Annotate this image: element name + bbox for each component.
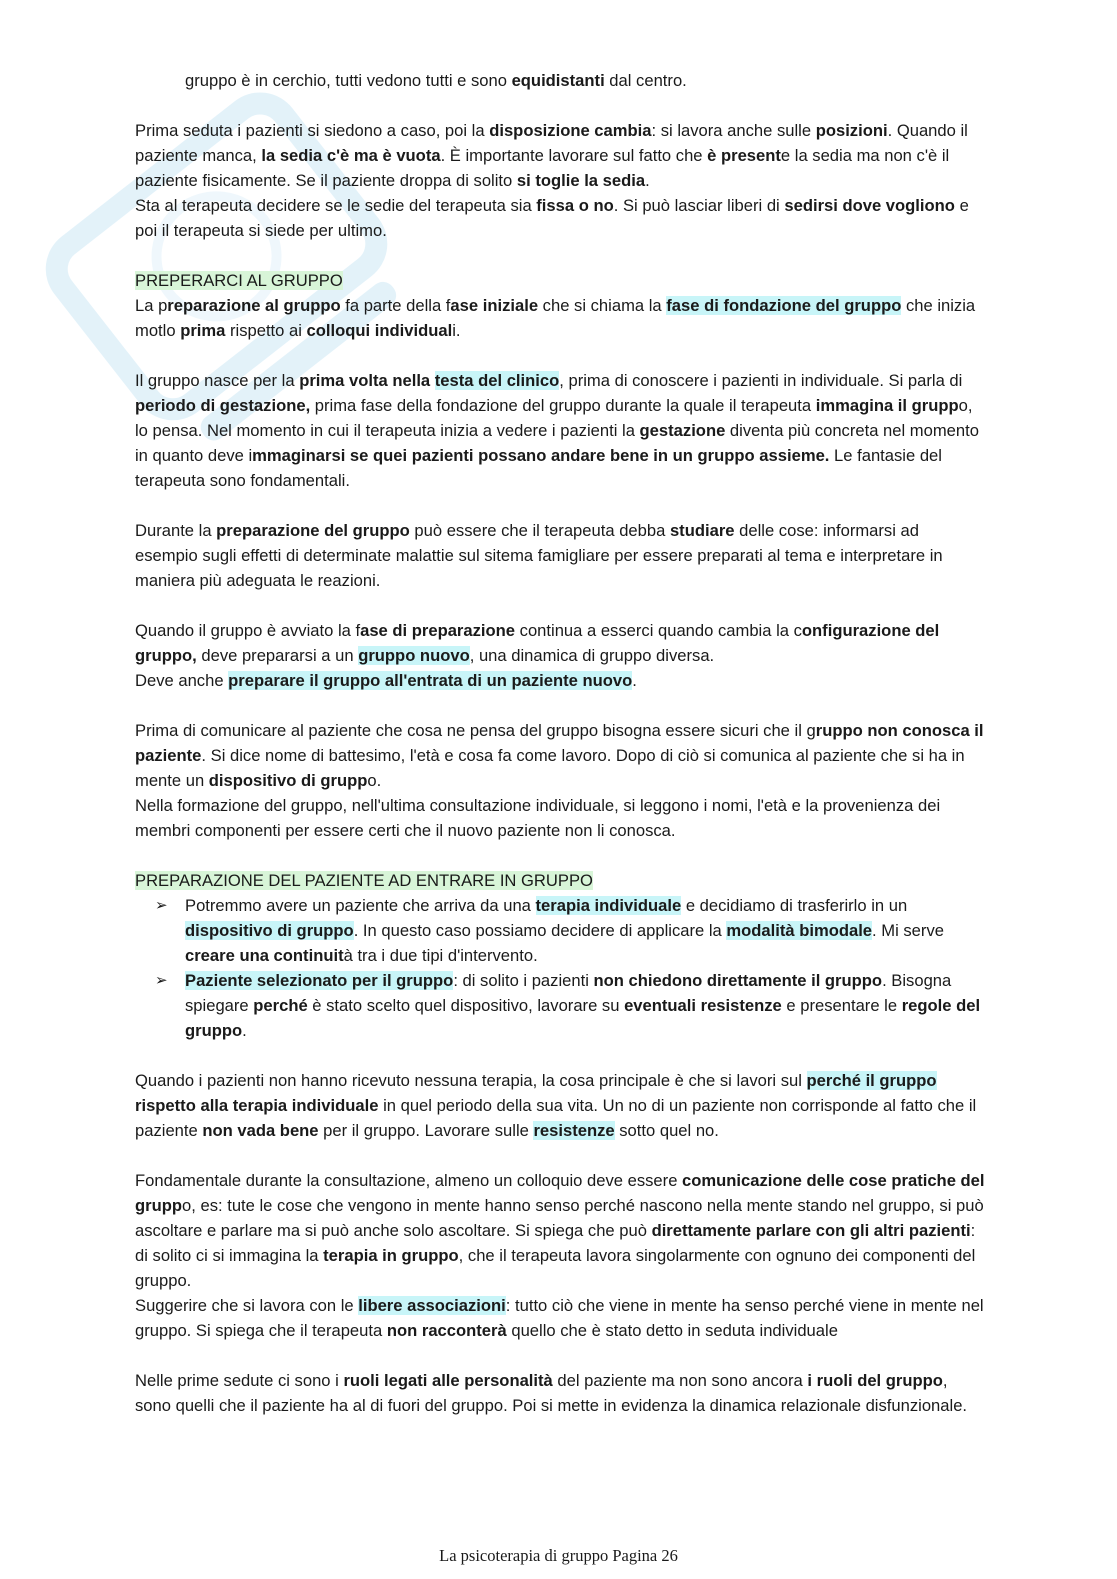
text-run: Quando il gruppo è avviato la f: [135, 621, 361, 640]
bold-term: disposizione cambia: [489, 121, 652, 140]
bold-term: ruppo non conosca il paziente: [135, 721, 984, 765]
bold-term: è present: [707, 146, 781, 165]
paragraph-studiare: [135, 518, 985, 593]
bold-term: comunicazione delle cose pratiche del grupp: [135, 1171, 985, 1215]
paragraph-ruoli: [135, 1368, 985, 1418]
text-run: .: [242, 1021, 247, 1040]
text-run: Nella formazione del gruppo, nell'ultima consultazione individuale, si leggono i nomi, l'età e la provenienza dei membri componenti per essere certi che il nuovo paziente non li conosca.: [135, 796, 941, 840]
text-run: gruppo è in cerchio, tutti vedono tutti e sono: [185, 71, 512, 90]
text-run: può essere che il terapeuta debba: [409, 521, 670, 540]
bold-term: mmaginarsi se quei pazienti possano andare bene in un gruppo assieme.: [252, 446, 830, 465]
text-run: o.: [367, 771, 382, 790]
text-run: Prima di comunicare al paziente che cosa ne pensa del gruppo bisogna essere sicuri che il g: [135, 721, 816, 740]
highlighted-term: testa del clinico: [434, 371, 560, 390]
text-run: à tra i due tipi d'intervento.: [343, 946, 538, 965]
text-run: sotto quel no.: [614, 1121, 719, 1140]
highlighted-term: preparare il gruppo all'entrata di un paziente nuovo: [228, 671, 633, 690]
bold-term: sedirsi dove vogliono: [784, 196, 955, 215]
heading-text: PREPARAZIONE DEL PAZIENTE AD ENTRARE IN GRUPPO: [135, 871, 593, 890]
text-run: . Mi serve: [872, 921, 944, 940]
text-run: dal centro.: [604, 71, 687, 90]
highlighted-term: dispositivo di gruppo: [185, 921, 354, 940]
text-run: , prima di conoscere i pazienti in individuale. Si parla di: [559, 371, 963, 390]
text-run: per il gruppo. Lavorare sulle: [318, 1121, 534, 1140]
bold-term: creare una continuit: [185, 946, 344, 965]
text-run: . Quando il paziente manca,: [135, 121, 968, 165]
bold-term: equidistanti: [511, 71, 605, 90]
paragraph-configurazione: [135, 618, 985, 693]
highlighted-term: perché il gruppo: [806, 1071, 937, 1090]
bold-term: colloqui individual: [306, 321, 453, 340]
text-run: che si chiama la: [538, 296, 667, 315]
text-run: fa parte della f: [340, 296, 451, 315]
bold-term: ase di preparazione: [360, 621, 516, 640]
paragraph-consultazione: [135, 1168, 985, 1343]
bold-term: preparazione del gruppo: [216, 521, 410, 540]
bold-term: periodo di gestazione,: [135, 396, 311, 415]
list-item-text: [185, 896, 944, 965]
bold-term: regole del gruppo: [185, 996, 981, 1040]
heading-text: PREPERARCI AL GRUPPO: [135, 271, 343, 290]
text-run: Prima seduta i pazienti si siedono a caso, poi la: [135, 121, 490, 140]
bold-term: ase iniziale: [450, 296, 539, 315]
bold-term: studiare: [669, 521, 735, 540]
paragraph-circle-arrangement: [135, 68, 985, 93]
text-run: del paziente ma non sono ancora: [552, 1371, 808, 1390]
text-run: Fondamentale durante la consultazione, almeno un colloquio deve essere: [135, 1171, 683, 1190]
bold-term: fissa o no: [536, 196, 614, 215]
text-run: deve prepararsi a un: [196, 646, 359, 665]
text-run: Quando i pazienti non hanno ricevuto nessuna terapia, la cosa principale è che si lavori sul: [135, 1071, 807, 1090]
bold-term: la sedia c'è ma è vuota: [261, 146, 441, 165]
list-item: [135, 968, 985, 1043]
text-run: e decidiamo di trasferirlo in un: [681, 896, 908, 915]
paragraph-seating: [135, 118, 985, 243]
paragraph-gestazione: [135, 368, 985, 493]
text-run: : tutto ciò che viene in mente ha senso perché viene in mente nel gruppo. Si spiega che il terapeuta: [135, 1296, 984, 1340]
text-run: Deve anche: [135, 671, 229, 690]
text-run: .: [645, 171, 650, 190]
text-run: quello che è stato detto in seduta individuale: [506, 1321, 838, 1340]
text-run: delle cose: informarsi ad esempio sugli effetti di determinate malattie sul sitema famigliare per essere preparati al tema e interpretare in maniera più adeguata le reazioni.: [135, 521, 943, 590]
text-run: : di solito ci si immagina la: [135, 1221, 976, 1265]
text-run: o, lo pensa. Nel momento in cui il terapeuta inizia a vedere i pazienti la: [135, 396, 973, 440]
bold-term: i ruoli del gruppo: [807, 1371, 943, 1390]
highlighted-term: modalità bimodale: [726, 921, 873, 940]
text-run: .: [632, 671, 637, 690]
bold-term: si toglie la sedia: [516, 171, 646, 190]
bullet-list: [135, 893, 985, 1043]
bold-term: non racconterà: [386, 1321, 507, 1340]
bold-term: non vada bene: [202, 1121, 319, 1140]
text-run: : si lavora anche sulle: [651, 121, 816, 140]
document-body: [135, 68, 985, 1443]
text-run: . È importante lavorare sul fatto che: [440, 146, 708, 165]
text-run: i.: [452, 321, 461, 340]
bold-term: prima: [180, 321, 226, 340]
text-run: La p: [135, 296, 168, 315]
text-run: Potremmo avere un paziente che arriva da una: [185, 896, 536, 915]
text-run: Sta al terapeuta decidere se le sedie del terapeuta sia: [135, 196, 537, 215]
bold-term: reparazione al gruppo: [167, 296, 341, 315]
bold-term: direttamente parlare con gli altri pazienti: [651, 1221, 971, 1240]
text-run: Suggerire che si lavora con le: [135, 1296, 359, 1315]
text-run: Il gruppo nasce per la: [135, 371, 300, 390]
highlighted-term: libere associazioni: [358, 1296, 506, 1315]
bold-term: terapia in gruppo: [323, 1246, 459, 1265]
text-run: diventa più concreta nel momento in quanto deve i: [135, 421, 979, 465]
bold-term: rispetto alla terapia individuale: [135, 1096, 379, 1115]
paragraph-comunicare: [135, 718, 985, 843]
text-run: in quel periodo della sua vita. Un no di un paziente non corrisponde al fatto che il paziente: [135, 1096, 977, 1140]
page-footer: La psicoterapia di gruppo Pagina 26: [439, 1546, 678, 1565]
text-run: e la sedia ma non c'è il paziente fisicamente. Se il paziente droppa di solito: [135, 146, 950, 190]
arrow-bullet-icon: ➢: [155, 896, 168, 914]
highlighted-term: terapia individuale: [535, 896, 682, 915]
text-run: e presentare le: [781, 996, 902, 1015]
text-run: o, es: tute le cose che vengono in mente hanno senso perché nascono nella mente stando nel gruppo, si può ascoltare e parlare ma si può anche solo ascoltare. Si spiega che può: [135, 1196, 984, 1240]
text-run: Durante la: [135, 521, 217, 540]
bold-term: prima volta nella: [299, 371, 435, 390]
text-run: Le fantasie del terapeuta sono fondamentali.: [135, 446, 942, 490]
text-run: continua a esserci quando cambia la c: [515, 621, 802, 640]
list-item: [135, 893, 985, 968]
text-run: Nelle prime sedute ci sono i: [135, 1371, 344, 1390]
text-run: è stato scelto quel dispositivo, lavorare su: [307, 996, 625, 1015]
arrow-bullet-icon: ➢: [155, 971, 168, 989]
text-run: , una dinamica di gruppo diversa.: [469, 646, 715, 665]
bold-term: perché: [253, 996, 308, 1015]
section-heading-preparazione-paziente: [135, 868, 985, 893]
text-run: , che il terapeuta lavora singolarmente con ognuno dei componenti del gruppo.: [135, 1246, 976, 1290]
text-run: , sono quelli che il paziente ha al di fuori del gruppo. Poi si mette in evidenza la dinamica relazionale disfunzionale.: [135, 1371, 968, 1415]
text-run: . Si può lasciar liberi di: [613, 196, 785, 215]
text-run: . Bisogna spiegare: [185, 971, 952, 1015]
list-item-text: [185, 971, 980, 1040]
bold-term: posizioni: [815, 121, 888, 140]
bold-term: onfigurazione del gruppo,: [135, 621, 940, 665]
text-run: che inizia motlo: [135, 296, 976, 340]
bold-term: non chiedono direttamente il gruppo: [593, 971, 883, 990]
highlighted-term: Paziente selezionato per il gruppo: [185, 971, 454, 990]
bold-term: eventuali resistenze: [624, 996, 782, 1015]
section-heading-prepararci: [135, 268, 985, 293]
text-run: . Si dice nome di battesimo, l'età e cosa fa come lavoro. Dopo di ciò si comunica al paziente che si ha in mente un: [135, 746, 965, 790]
paragraph-perche-gruppo: [135, 1068, 985, 1143]
highlighted-term: fase di fondazione del gruppo: [666, 296, 902, 315]
text-run: : di solito i pazienti: [453, 971, 594, 990]
text-run: rispetto ai: [225, 321, 307, 340]
text-run: prima fase della fondazione del gruppo durante la quale il terapeuta: [310, 396, 816, 415]
bold-term: gestazione: [639, 421, 726, 440]
highlighted-term: resistenze: [533, 1121, 615, 1140]
paragraph-preparazione: [135, 293, 985, 343]
text-run: e poi il terapeuta si siede per ultimo.: [135, 196, 969, 240]
bold-term: ruoli legati alle personalità: [343, 1371, 553, 1390]
bold-term: immagina il grupp: [815, 396, 959, 415]
bold-term: dispositivo di grupp: [208, 771, 368, 790]
text-run: . In questo caso possiamo decidere di applicare la: [353, 921, 727, 940]
highlighted-term: gruppo nuovo: [358, 646, 470, 665]
